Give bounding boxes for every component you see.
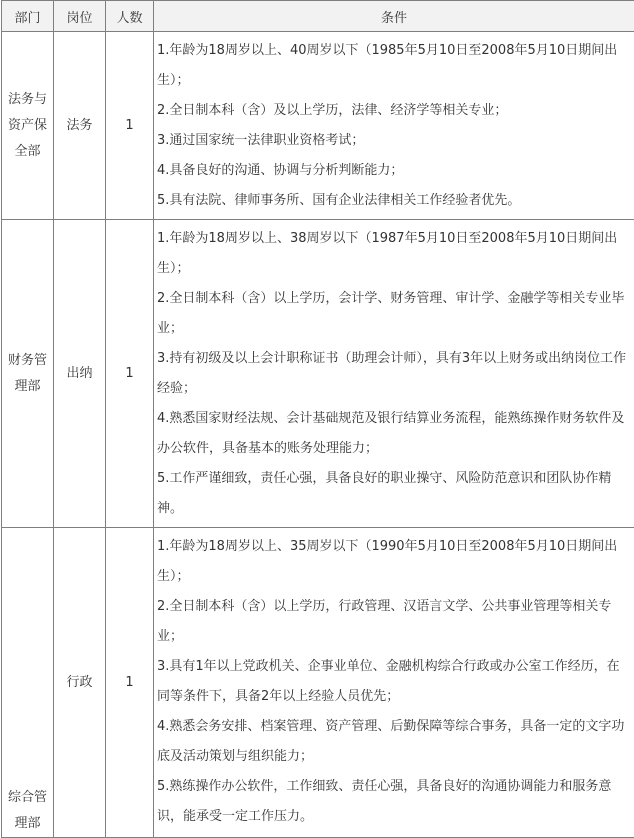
table-row bbox=[2, 528, 634, 838]
condition-item: 4.熟悉会务安排、档案管理、资产管理、后勤保障等综合事务，具备一定的文字功底及活动策划与组织能力； bbox=[157, 712, 632, 772]
dept-cell bbox=[2, 528, 54, 838]
position-cell: 法务 bbox=[54, 32, 106, 220]
condition-item: 5.熟练操作办公软件，工作细致、责任心强，具备良好的沟通协调能力和服务意识，能承受一定工作压力。 bbox=[157, 772, 632, 832]
condition-item: 3.持有初级及以上会计职称证书（助理会计师），具有3年以上财务或出纳岗位工作经验； bbox=[157, 344, 632, 404]
recruitment-table bbox=[1, 0, 634, 838]
header-position: 岗位 bbox=[54, 1, 106, 32]
condition-item: 3.通过国家统一法律职业资格考试； bbox=[157, 126, 632, 156]
condition-item: 5.具有法院、律师事务所、国有企业法律相关工作经验者优先。 bbox=[157, 186, 632, 216]
position-cell: 行政 bbox=[54, 528, 106, 838]
condition-item: 1.年龄为18周岁以上、38周岁以下（1987年5月10日至2008年5月10日期间出生）； bbox=[157, 224, 632, 284]
dept-line: 法务与 bbox=[2, 87, 53, 113]
condition-item: 1.年龄为18周岁以上、35周岁以下（1990年5月10日至2008年5月10日期间出生）； bbox=[157, 532, 632, 592]
dept-line: 理部 bbox=[2, 811, 53, 837]
count-cell: 1 bbox=[106, 220, 154, 528]
header-dept: 部门 bbox=[2, 1, 54, 32]
conditions-cell bbox=[154, 528, 634, 838]
condition-item: 5.工作严谨细致，责任心强，具备良好的职业操守、风险防范意识和团队协作精神。 bbox=[157, 464, 632, 524]
condition-item: 2.全日制本科（含）以上学历，行政管理、汉语言文学、公共事业管理等相关专业； bbox=[157, 592, 632, 652]
header-row bbox=[2, 1, 634, 32]
conditions-cell bbox=[154, 32, 634, 220]
condition-item: 1.年龄为18周岁以上、40周岁以下（1985年5月10日至2008年5月10日期间出生）； bbox=[157, 36, 632, 96]
table-row bbox=[2, 220, 634, 528]
count-cell: 1 bbox=[106, 528, 154, 838]
header-conditions: 条件 bbox=[154, 1, 634, 32]
conditions-cell bbox=[154, 220, 634, 528]
header-count: 人数 bbox=[106, 1, 154, 32]
dept-line: 财务管 bbox=[2, 348, 53, 374]
dept-cell bbox=[2, 32, 54, 220]
table-row bbox=[2, 32, 634, 220]
condition-item: 3.具有1年以上党政机关、企事业单位、金融机构综合行政或办公室工作经历，在同等条件下，具备2年以上经验人员优先； bbox=[157, 652, 632, 712]
dept-line: 综合管 bbox=[2, 785, 53, 811]
count-cell: 1 bbox=[106, 32, 154, 220]
dept-cell bbox=[2, 220, 54, 528]
condition-item: 4.具备良好的沟通、协调与分析判断能力； bbox=[157, 156, 632, 186]
condition-item: 4.熟悉国家财经法规、会计基础规范及银行结算业务流程，能熟练操作财务软件及办公软件，具备基本的账务处理能力； bbox=[157, 404, 632, 464]
dept-line: 理部 bbox=[2, 374, 53, 400]
dept-line: 全部 bbox=[2, 139, 53, 165]
dept-line: 资产保 bbox=[2, 113, 53, 139]
condition-item: 2.全日制本科（含）以上学历，会计学、财务管理、审计学、金融学等相关专业毕业； bbox=[157, 284, 632, 344]
position-cell: 出纳 bbox=[54, 220, 106, 528]
condition-item: 2.全日制本科（含）及以上学历，法律、经济学等相关专业； bbox=[157, 96, 632, 126]
